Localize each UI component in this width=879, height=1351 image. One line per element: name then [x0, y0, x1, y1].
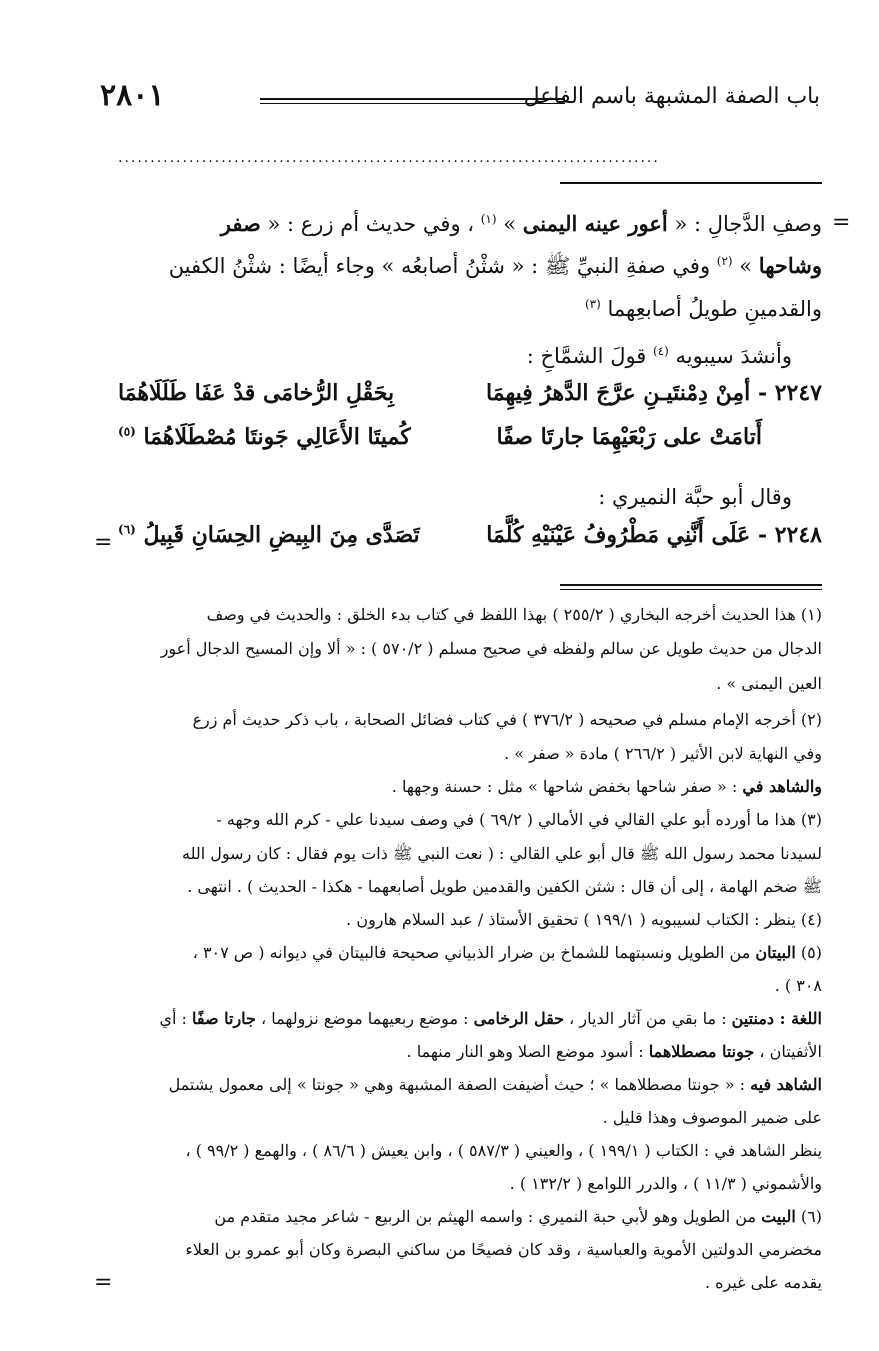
footnote-2-line-1: (٢) أخرجه الإمام مسلم في صحيحه ( ٣٧٦/٢ ) في كتاب فضائل الصحابة ، باب ذكر حديث أم زرع	[192, 710, 822, 729]
verse-intro-1: وأنشدَ سيبويه $^{(٤)}$ قولَ الشمَّاخِ :	[526, 344, 792, 368]
section-rule	[560, 182, 822, 184]
footnote-4-line-1: (٤) ينظر : الكتاب لسيبويه ( ١٩٩/١ ) تحقيق الأستاذ / عبد السلام هارون .	[346, 910, 822, 929]
footnote-ref-1: (١)	[480, 212, 497, 226]
footnote-5-line-4: الأثفيتان ، جونتا مصطلاهما : أسود موضع الصلا وهو النار منهما .	[406, 1042, 822, 1061]
verse-2248	[118, 522, 822, 568]
footnote-5-line-1: (٥) البيتان من الطويل ونسبتهما للشماخ بن ضرار الذبياني صحيحة فالبيتان في ديوانه ( ص ٣٠٧ ،	[192, 943, 822, 962]
quoted-hadith: أعور عينه اليمنى	[522, 211, 668, 236]
footnote-5-line-8: والأشموني ( ١١/٣ ) ، والدرر اللوامع ( ١٣٢/٢ ) .	[509, 1174, 822, 1193]
margin-mark-top: =	[832, 210, 851, 235]
footnote-rule-1	[560, 584, 822, 586]
main-line-3: والقدمينِ طويلُ أصابعِهما $^{(٣)}$	[584, 297, 822, 321]
footnote-1-line-3: العين اليمنى » .	[716, 674, 822, 693]
footnote-ref-5: (٥)	[118, 424, 136, 439]
verse-hemistich-2: تَصَدَّى مِنَ البِيضِ الحِسَانِ قَبِيلُ	[143, 522, 420, 548]
verse-hemistich-1: أَتامَتْ على رَبْعَيْهِمَا جارتَا صفًا	[496, 424, 762, 450]
verse-intro-2: وقال أبو حبَّة النميري :	[598, 485, 792, 509]
footnote-ref-6: (٦)	[118, 522, 136, 537]
footnote-5-line-3: اللغة : دمنتين : ما بقي من آثار الديار ، حقل الرخامى : موضع ربعيهما موضع نزولهما ، جارتا صفًا : أي	[159, 1009, 822, 1028]
footnote-3-line-1: (٣) هذا ما أورده أبو علي القالي في الأمالي ( ٦٩/٢ ) في وصف سيدنا علي - كرم الله وجهه -	[216, 810, 822, 829]
footnote-3-line-2: لسيدنا محمد رسول الله ﷺ قال أبو علي القالي : ( نعت النبي ﷺ ذات يوم فقال : كان رسول الله	[181, 844, 822, 863]
page-header	[100, 78, 820, 122]
verse-hemistich-2: كُميتَا الأَعَالِي جَونتَا مُصْطَلَاهُمَا	[143, 424, 411, 450]
verse-hemistich-2: بِحَقْلِ الرُّخامَى قدْ عَفَا طَلَلَاهُمَا	[118, 380, 395, 406]
footnote-2-line-3: والشاهد في : « صفر شاحها بخفض شاحها » مثل : حسنة وجهها .	[391, 777, 822, 796]
verse-number: ٢٢٤٨ -	[750, 522, 822, 548]
margin-mark-verse: =	[94, 530, 113, 555]
footnote-6-line-1: (٦) البيت من الطويل وهو لأبي حبة النميري : واسمه الهيثم بن الربيع - شاعر مجيد متقدم من	[214, 1207, 822, 1226]
margin-mark-bottom: =	[94, 1270, 113, 1295]
verse-2247-line-1	[118, 380, 822, 426]
verse-hemistich-1: أمِنْ دِمْنتَيـنِ عرَّجَ الدَّهرُ فِيهِمَا	[486, 380, 751, 406]
verse-hemistich-1: عَلَى أَنَّنِي مَطْرُوفُ عَيْنَيْهِ كُلَّمَا	[486, 522, 751, 548]
footnote-5-line-2: ٣٠٨ ) .	[774, 976, 822, 995]
footnote-6-line-3: يقدمه على غيره .	[704, 1273, 822, 1292]
footnote-1-line-1: (١) هذا الحديث أخرجه البخاري ( ٢٥٥/٢ ) بهذا اللفظ في كتاب بدء الخلق : والحديث في وصف	[206, 605, 822, 624]
footnote-3-line-3: ﷺ ضخم الهامة ، إلى أن قال : شثن الكفين والقدمين طويل أصابعهما - هكذا - الحديث ) . انتهى .	[187, 877, 822, 896]
header-rule-double	[260, 103, 565, 104]
footnote-5-line-7: ينظر الشاهد في : الكتاب ( ١٩٩/١ ) ، والعيني ( ٥٨٧/٣ ) ، وابن يعيش ( ٨٦/٦ ) ، والهمع ( ٩٩/٢ ) ،	[185, 1141, 822, 1160]
page-number: ٢٨٠١	[100, 78, 165, 113]
chapter-title: باب الصفة المشبهة باسم الفاعل	[523, 84, 820, 109]
main-line-1: وصفِ الدَّجالِ : « أعور عينه اليمنى » $^{(١)}$ ، وفي حديث أم زرع : « صفر	[220, 211, 822, 236]
footnote-rule-2	[560, 589, 822, 590]
main-line-2: وشاحها » $^{(٢)}$ وفي صفةِ النبيِّ ﷺ : « شثْنُ أصابعُه » وجاء أيضًا : شثْنُ الكفين	[168, 253, 822, 278]
footnote-5-line-5: الشاهد فيه : « جونتا مصطلاهما » ؛ حيث أضيفت الصفة المشبهة وهي « جونتا » إلى معمول يشتمل	[168, 1075, 822, 1094]
footnote-ref-2: (٢)	[716, 254, 733, 268]
verse-2247-line-2	[118, 424, 822, 470]
footnote-2-line-2: وفي النهاية لابن الأثير ( ٢٦٦/٢ ) مادة « صفر » .	[504, 744, 822, 763]
footnote-1-line-2: الدجال من حديث طويل عن سالم ولفظه في صحيح مسلم ( ٥٧٠/٢ ) : « ألا وإن المسيح الدجال أعور	[160, 639, 822, 658]
footnote-5-line-6: على ضمير الموصوف وهذا قليل .	[602, 1108, 822, 1127]
footnote-ref-4: (٤)	[653, 344, 669, 358]
footnote-6-line-2: مخضرمي الدولتين الأموية والعباسية ، وقد كان فصيحًا من ساكني البصرة وكان أبو عمرو بن العلاء	[185, 1240, 822, 1259]
header-rule	[260, 98, 565, 100]
verse-number: ٢٢٤٧ -	[750, 380, 822, 406]
footnote-ref-3: (٣)	[584, 297, 601, 311]
dotted-separator: ....................................................................................	[118, 150, 660, 164]
